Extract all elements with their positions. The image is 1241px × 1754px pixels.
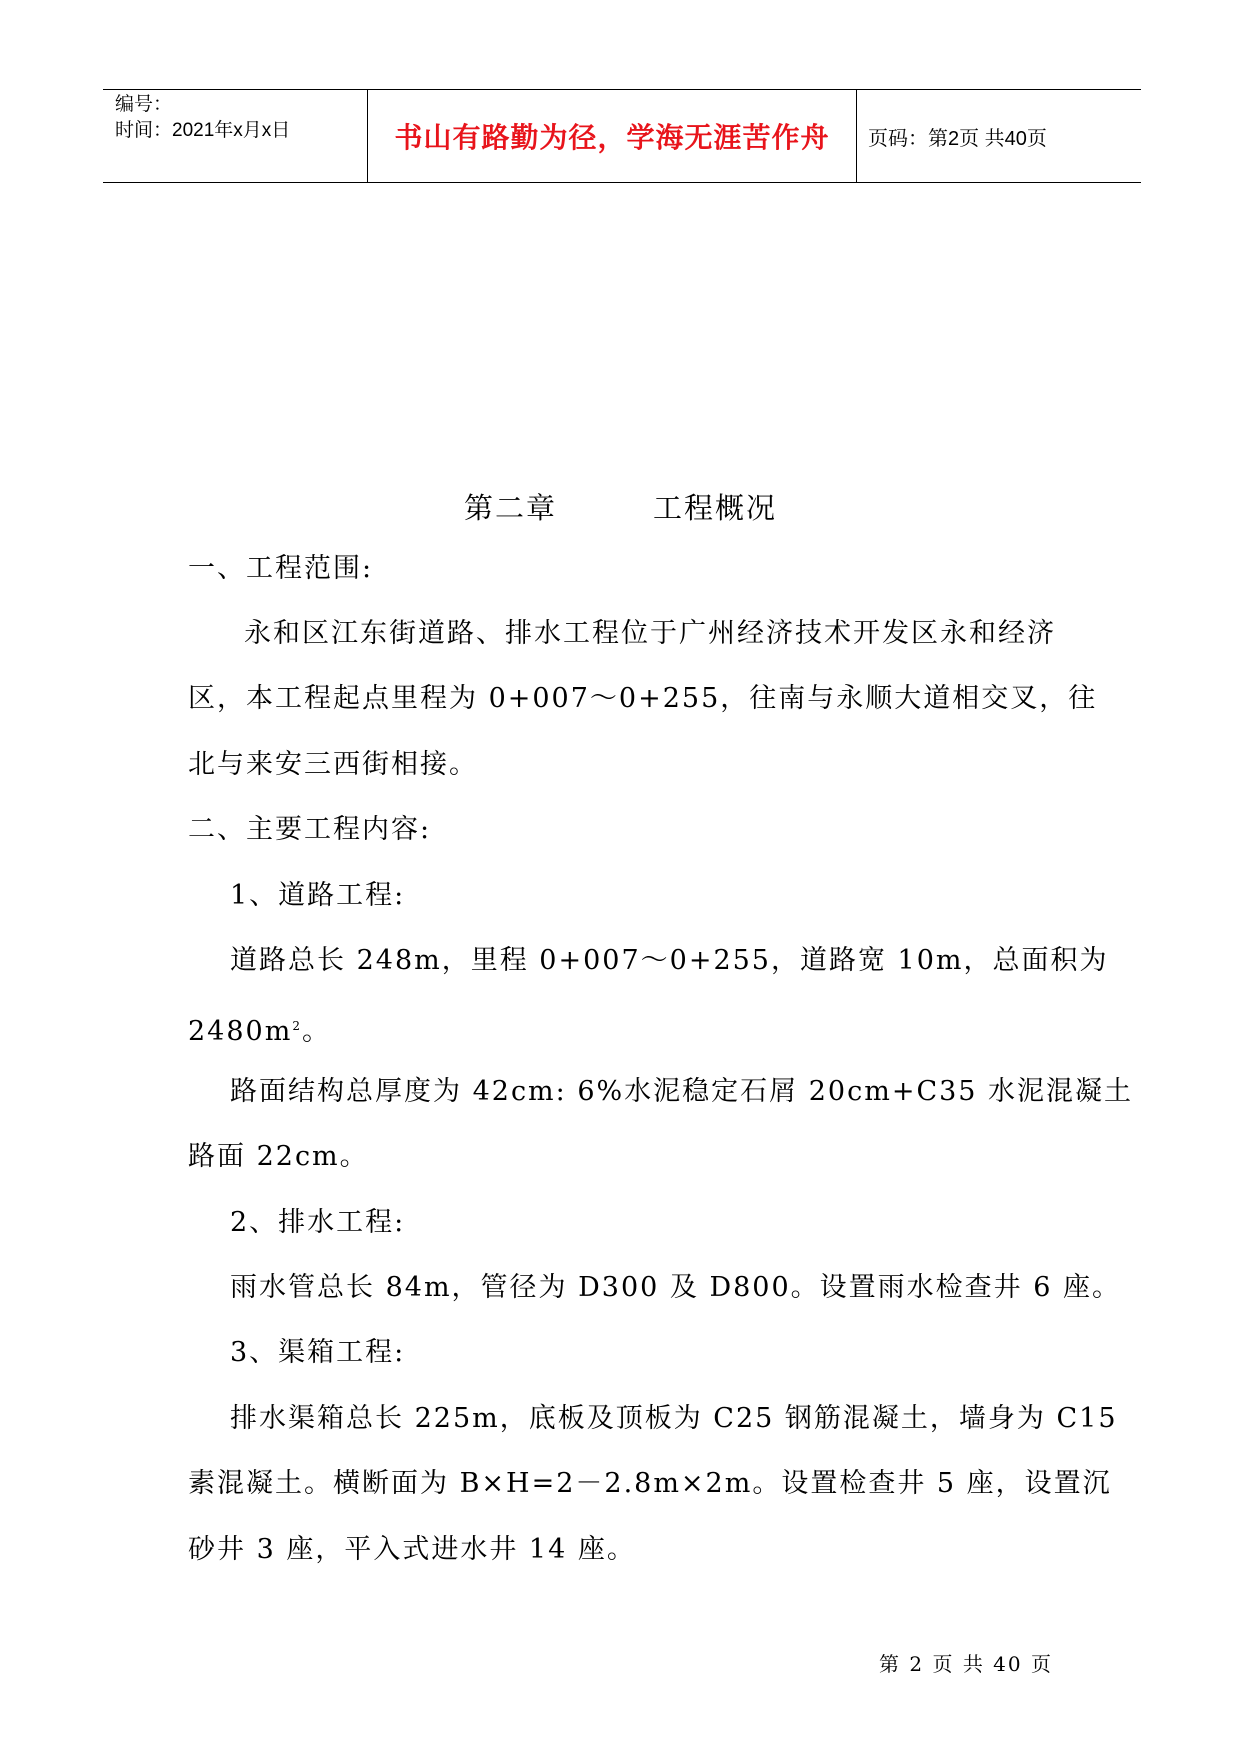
- paragraph-line: 区，本工程起点里程为 0+007～0+255，往南与永顺大道相交叉，往: [188, 683, 1098, 714]
- sentence-end: 。: [301, 1016, 331, 1047]
- document-time-label: 时间：2021年x月x日: [115, 120, 291, 141]
- header-page-code: 页码：第2页 共40页: [868, 127, 1047, 150]
- chapter-number: 第二章: [463, 491, 557, 525]
- chapter-heading: [0, 486, 1241, 527]
- subsection-heading: 2、排水工程:: [230, 1207, 406, 1238]
- page-footer: 第 2 页 共 40 页: [879, 1652, 1053, 1676]
- section-heading: 二、主要工程内容:: [188, 814, 432, 845]
- subsection-heading: 1、道路工程:: [230, 880, 406, 911]
- paragraph-line: 雨水管总长 84m，管径为 D300 及 D800。设置雨水检查井 6 座。: [230, 1272, 1121, 1303]
- paragraph-line: 排水渠箱总长 225m，底板及顶板为 C25 钢筋混凝土，墙身为 C15: [230, 1403, 1118, 1434]
- document-number-label: 编号：: [115, 94, 173, 115]
- paragraph-line: 路面 22cm。: [188, 1141, 369, 1172]
- section-heading: 一、工程范围:: [188, 553, 374, 584]
- chapter-title: 工程概况: [653, 491, 778, 525]
- area-unit-exponent: 2: [292, 1019, 302, 1033]
- paragraph-line: 道路总长 248m，里程 0+007～0+255，道路宽 10m，总面积为: [230, 945, 1109, 976]
- header-divider: [856, 90, 857, 182]
- header-meta: [103, 90, 367, 182]
- paragraph-line: 路面结构总厚度为 42cm: 6%水泥稳定石屑 20cm+C35 水泥混凝土: [230, 1076, 1134, 1107]
- paragraph-line: [188, 1009, 331, 1049]
- paragraph-line: 北与来安三西街相接。: [188, 749, 478, 780]
- page-header: [103, 89, 1141, 183]
- paragraph-line: 素混凝土。横断面为 B×H=2－2.8m×2m。设置检查井 5 座，设置沉: [188, 1468, 1112, 1499]
- paragraph-line: 永和区江东街道路、排水工程位于广州经济技术开发区永和经济: [244, 618, 1056, 649]
- paragraph-line: 砂井 3 座，平入式进水井 14 座。: [188, 1534, 636, 1565]
- area-value: 2480m: [188, 1016, 293, 1047]
- subsection-heading: 3、渠箱工程:: [230, 1337, 406, 1368]
- header-motto: 书山有路勤为径，学海无涯苦作舟: [394, 121, 830, 154]
